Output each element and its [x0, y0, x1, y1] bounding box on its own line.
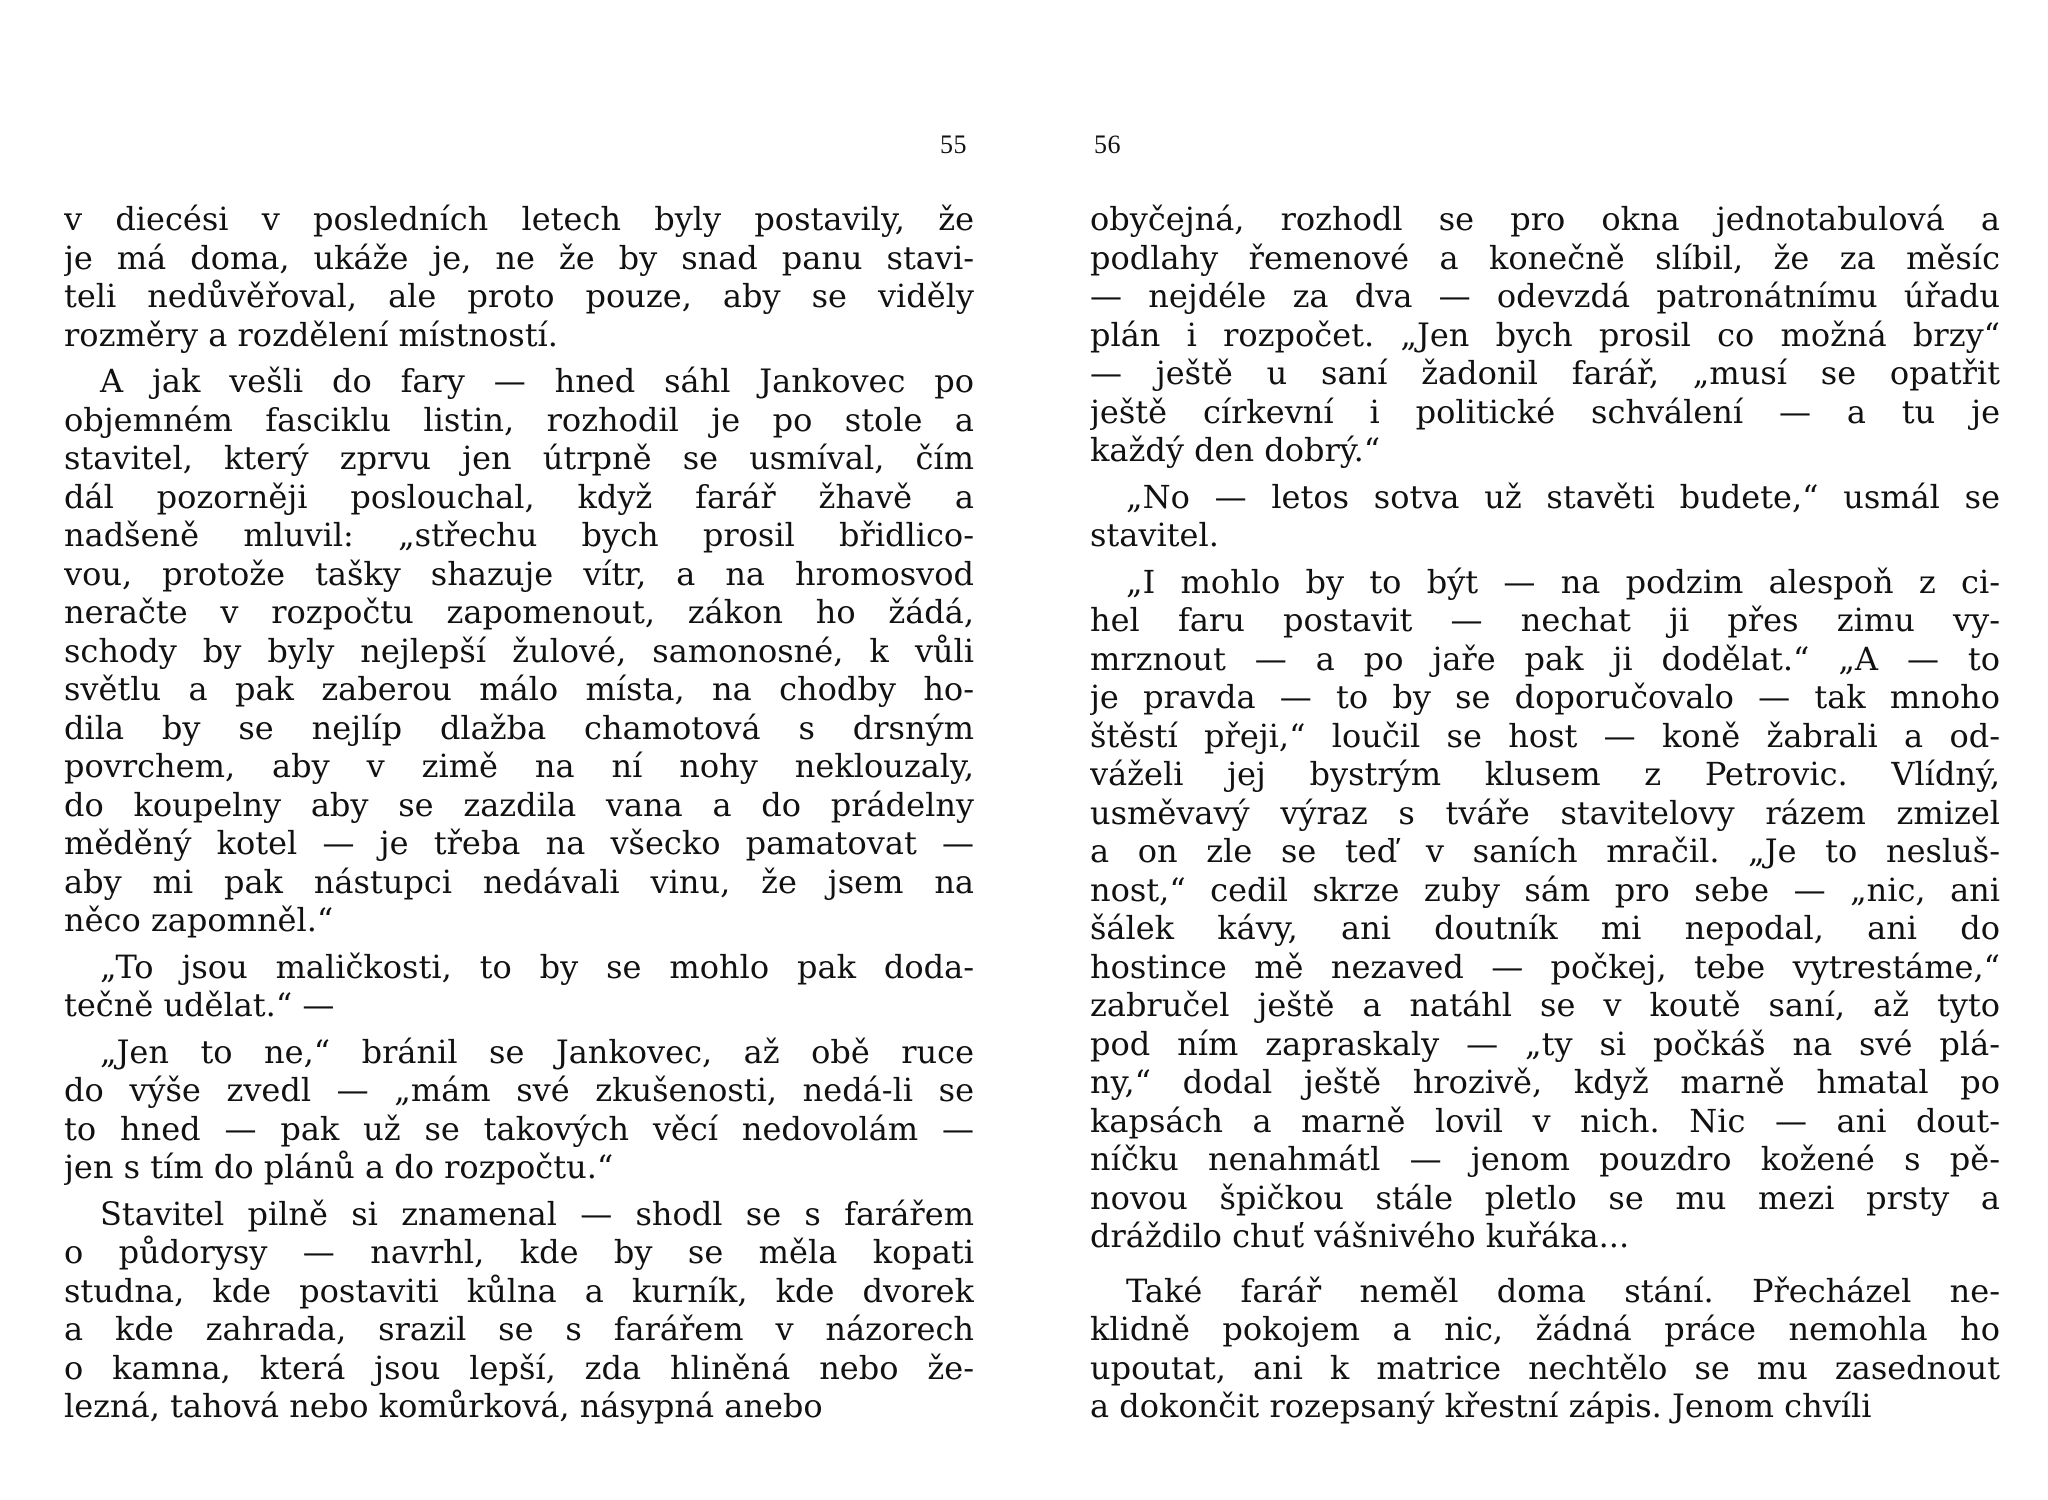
text-line: ještě církevní i politické schválení — a tu je — [1090, 392, 2000, 431]
text-line: neračte v rozpočtu zapomenout, zákon ho žádá, — [64, 593, 974, 631]
text-column — [64, 200, 974, 1434]
paragraph — [1090, 563, 2000, 1256]
text-line: novou špičkou stále pletlo se mu mezi prsty a — [1090, 1178, 2000, 1217]
text-line: šálek kávy, ani doutník mi nepodal, ani do — [1090, 909, 2000, 947]
text-line: lezná, tahová nebo komůrková, násypná anebo — [64, 1387, 823, 1425]
text-line: v diecési v posledních letech byly postavily, že — [64, 200, 974, 238]
paragraph — [1090, 478, 2000, 555]
text-line: dál pozorněji poslouchal, když farář žhavě a — [64, 477, 974, 516]
text-line: — nejdéle za dva — odevzdá patronátnímu úřadu — [1090, 277, 2000, 315]
text-line: každý den dobrý.“ — [1090, 431, 1381, 469]
text-line: A jak vešli do fary — hned sáhl Jankovec po — [100, 362, 974, 400]
text-line: jen s tím do plánů a do rozpočtu.“ — [64, 1148, 614, 1186]
text-line: stavitel. — [1090, 516, 1219, 554]
text-line: „Jen to ne,“ bránil se Jankovec, až obě ruce — [100, 1032, 974, 1071]
text-line: schody by byly nejlepší žulové, samonosné, k vůli — [64, 631, 974, 670]
text-line: váželi jej bystrým klusem z Petrovic. Vlídný, — [1090, 755, 2000, 793]
text-line: objemném fasciklu listin, rozhodil je po stole a — [64, 400, 974, 439]
page-number: 56 — [1094, 130, 1121, 159]
text-line: hel faru postavit — nechat ji přes zimu vy- — [1090, 601, 2000, 639]
text-line: hostince mě nezaved — počkej, tebe vytrestáme,“ — [1090, 947, 2000, 986]
text-line: pod ním zapraskaly — „ty si počkáš na své plá- — [1090, 1024, 2000, 1063]
paragraph — [1090, 200, 2000, 470]
text-line: rozměry a rozdělení místností. — [64, 315, 558, 354]
page-number: 55 — [940, 130, 967, 159]
text-line: dila by se nejlíp dlažba chamotová s drsným — [64, 708, 974, 747]
text-line: nadšeně mluvil: „střechu bych prosil břidlico- — [64, 516, 974, 554]
text-line: obyčejná, rozhodl se pro okna jednotabulová a — [1090, 200, 2000, 238]
text-line: tečně udělat.“ — — [64, 986, 335, 1024]
paragraph — [64, 948, 974, 1025]
right-page — [1024, 0, 2048, 1500]
text-line: usměvavý výraz s tváře stavitelovy rázem zmizel — [1090, 793, 2000, 832]
text-line: mrznout — a po jaře pak ji dodělat.“ „A — to — [1090, 639, 2000, 678]
text-line: je pravda — to by se doporučovalo — tak mnoho — [1090, 678, 2000, 716]
text-line: níčku nenahmátl — jenom pouzdro kožené s pě- — [1090, 1140, 2000, 1178]
text-line: měděný kotel — je třeba na všecko pamatovat — — [64, 824, 974, 862]
text-line: studna, kde postaviti kůlna a kurník, kde dvorek — [64, 1271, 974, 1310]
text-line: „I mohlo by to být — na podzim alespoň z ci- — [1126, 562, 2000, 601]
text-line: „To jsou maličkosti, to by se mohlo pak doda- — [100, 947, 974, 986]
text-line: štěstí přeji,“ loučil se host — koně žabrali a od- — [1090, 716, 2000, 755]
text-line: to hned — pak už se takových věcí nedovolám — — [64, 1109, 974, 1148]
text-line: o půdorysy — navrhl, kde by se měla kopati — [64, 1233, 974, 1271]
paragraph — [1090, 1272, 2000, 1426]
text-column — [1090, 200, 2000, 1434]
text-line: a on zle se teď v saních mračil. „Je to nesluš- — [1090, 832, 2000, 870]
text-line: něco zapomněl.“ — [64, 901, 334, 939]
text-line: aby mi pak nástupci nedávali vinu, že jsem na — [64, 862, 974, 901]
text-line: plán i rozpočet. „Jen bych prosil co možná brzy“ — [1090, 315, 2000, 354]
text-line: do výše zvedl — „mám své zkušenosti, nedá-li se — [64, 1071, 974, 1109]
text-line: podlahy řemenové a konečně slíbil, že za měsíc — [1090, 238, 2000, 277]
text-line: klidně pokojem a nic, žádná práce nemohla ho — [1090, 1310, 2000, 1348]
text-line: zabručel ještě a natáhl se v koutě saní, až tyto — [1090, 986, 2000, 1024]
text-line: o kamna, která jsou lepší, zda hliněná nebo že- — [64, 1348, 974, 1387]
text-line: „No — letos sotva už stavěti budete,“ usmál se — [1126, 477, 2000, 516]
text-line: nost,“ cedil skrze zuby sám pro sebe — „nic, ani — [1090, 870, 2000, 909]
text-line: — ještě u saní žadonil farář, „musí se opatřit — [1090, 354, 2000, 392]
text-line: do koupelny aby se zazdila vana a do prádelny — [64, 785, 974, 824]
text-line: povrchem, aby v zimě na ní nohy neklouzaly, — [64, 747, 974, 785]
text-line: a dokončit rozepsaný křestní zápis. Jenom chvíli — [1090, 1387, 1872, 1425]
text-line: Také farář neměl doma stání. Přecházel ne- — [1126, 1271, 2000, 1310]
text-line: stavitel, který zprvu jen útrpně se usmíval, čím — [64, 439, 974, 477]
paragraph — [64, 1195, 974, 1426]
text-line: vou, protože tašky shazuje vítr, a na hromosvod — [64, 554, 974, 593]
text-line: Stavitel pilně si znamenal — shodl se s farářem — [100, 1194, 974, 1233]
text-line: ny,“ dodal ještě hrozivě, když marně hmatal po — [1090, 1063, 2000, 1101]
paragraph — [64, 1033, 974, 1187]
text-line: a kde zahrada, srazil se s farářem v názorech — [64, 1310, 974, 1348]
text-line: dráždilo chuť vášnivého kuřáka... — [1090, 1217, 1630, 1255]
text-line: je má doma, ukáže je, ne že by snad panu stavi- — [64, 238, 974, 277]
text-line: kapsách a marně lovil v nich. Nic — ani dout- — [1090, 1101, 2000, 1140]
paragraph — [64, 362, 974, 940]
text-line: upoutat, ani k matrice nechtělo se mu zasednout — [1090, 1348, 2000, 1387]
paragraph — [64, 200, 974, 354]
text-line: světlu a pak zaberou málo místa, na chodby ho- — [64, 670, 974, 708]
text-line: teli nedůvěřoval, ale proto pouze, aby se viděly — [64, 277, 974, 315]
